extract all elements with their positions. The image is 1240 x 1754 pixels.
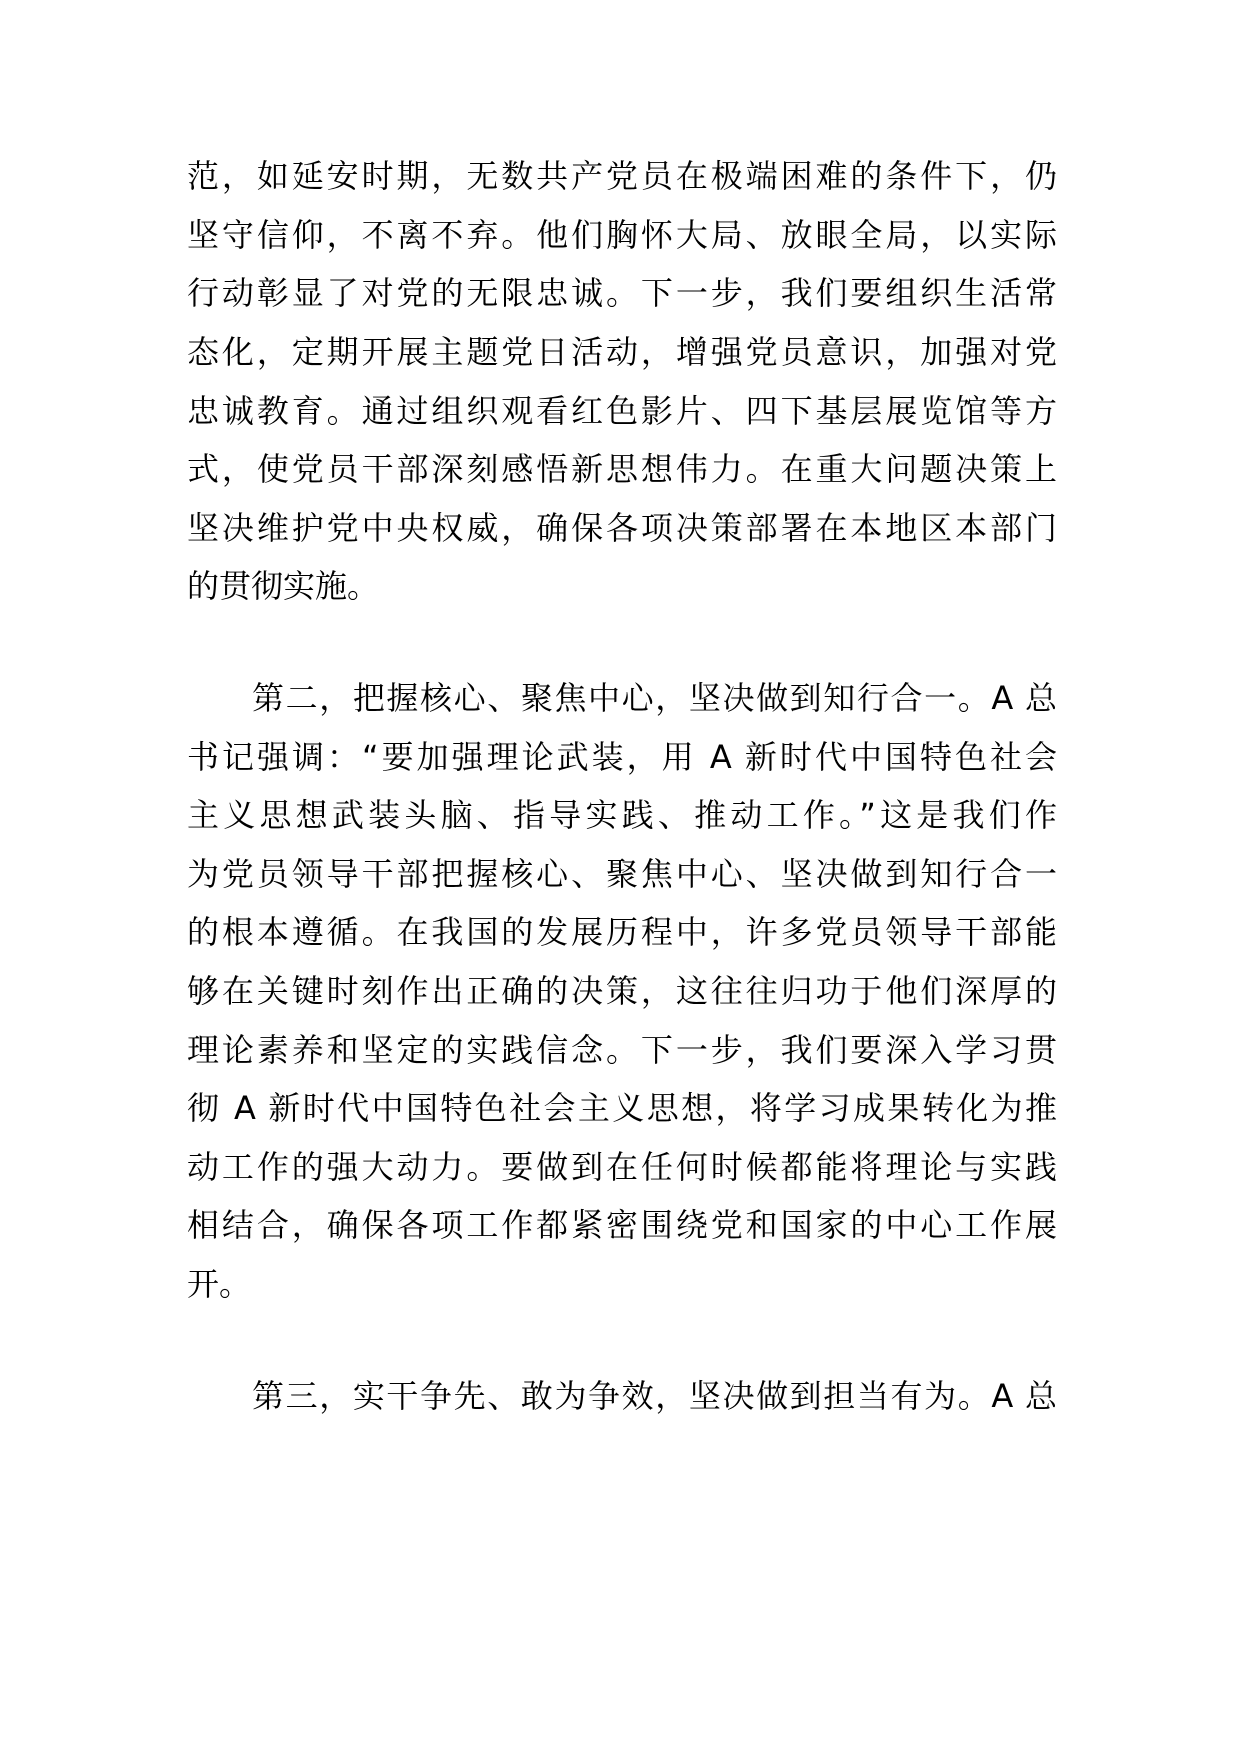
text-line: 坚决维护党中央权威，确保各项决策部署在本地区本部门 xyxy=(187,509,1057,547)
text-line: 第三，实干争先、敢为争效，坚决做到担当有为。A 总 xyxy=(252,1377,1057,1415)
text-line: 范，如延安时期，无数共产党员在极端困难的条件下，仍 xyxy=(187,157,1057,195)
text-line: 第二，把握核心、聚焦中心，坚决做到知行合一。A 总 xyxy=(252,679,1057,717)
text-line: 够在关键时刻作出正确的决策，这往往归功于他们深厚的 xyxy=(187,972,1057,1010)
text-line: 理论素养和坚定的实践信念。下一步，我们要深入学习贯 xyxy=(187,1031,1057,1069)
text-line: 的根本遵循。在我国的发展历程中，许多党员领导干部能 xyxy=(187,913,1057,951)
text-line: 忠诚教育。通过组织观看红色影片、四下基层展览馆等方 xyxy=(187,392,1057,430)
text-line: 书记强调：“要加强理论武装，用 A 新时代中国特色社会 xyxy=(187,738,1057,776)
text-line: 坚守信仰，不离不弃。他们胸怀大局、放眼全局，以实际 xyxy=(187,216,1057,254)
text-line: 态化，定期开展主题党日活动，增强党员意识，加强对党 xyxy=(187,333,1057,371)
text-line: 行动彰显了对党的无限忠诚。下一步，我们要组织生活常 xyxy=(187,274,1057,312)
text-line: 开。 xyxy=(187,1265,252,1303)
text-line: 式，使党员干部深刻感悟新思想伟力。在重大问题决策上 xyxy=(187,450,1057,488)
text-line: 主义思想武装头脑、指导实践、推动工作。”这是我们作 xyxy=(187,796,1057,834)
text-line: 相结合，确保各项工作都紧密围绕党和国家的中心工作展 xyxy=(187,1206,1057,1244)
text-line: 为党员领导干部把握核心、聚焦中心、坚决做到知行合一 xyxy=(187,855,1057,893)
text-line: 的贯彻实施。 xyxy=(187,567,380,605)
text-line: 彻 A 新时代中国特色社会主义思想，将学习成果转化为推 xyxy=(187,1089,1057,1127)
text-line: 动工作的强大动力。要做到在任何时候都能将理论与实践 xyxy=(187,1148,1057,1186)
